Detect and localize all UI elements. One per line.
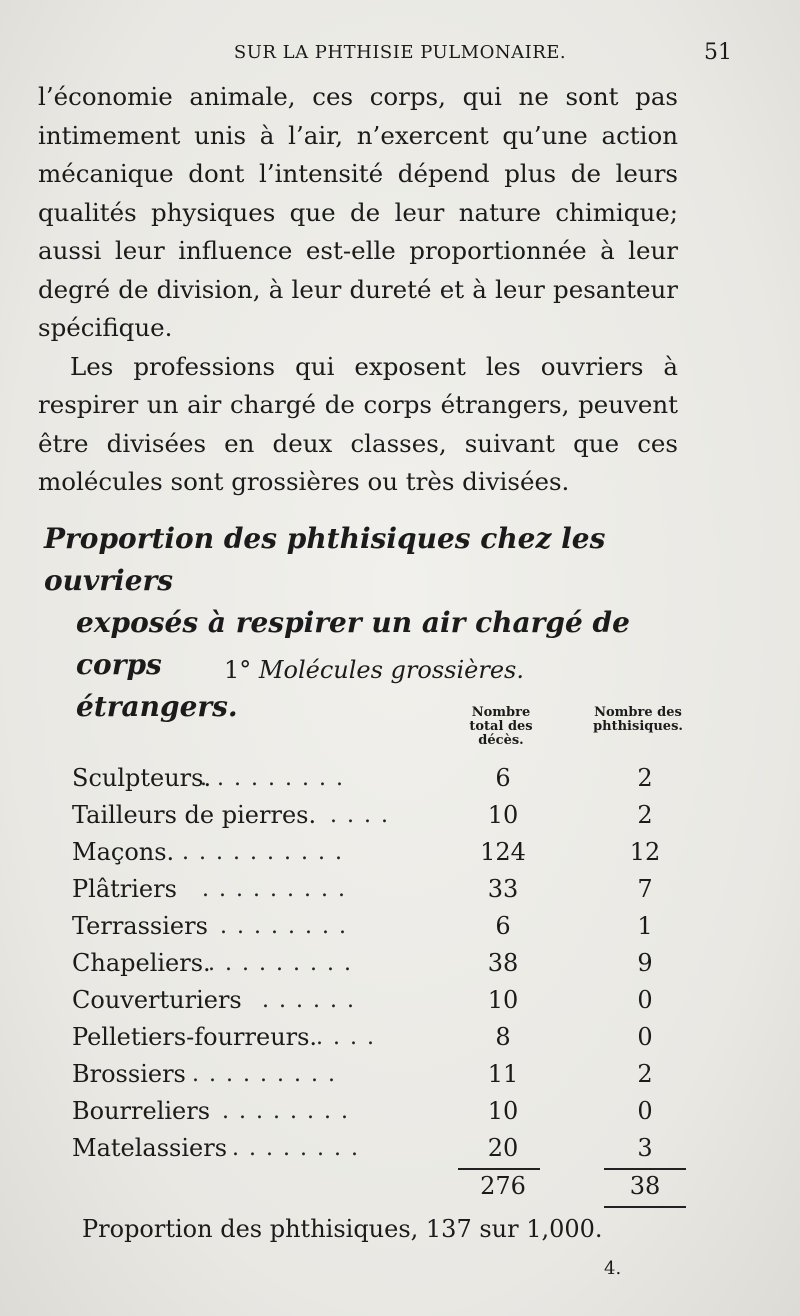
phthisiques-cell: 0 <box>637 1097 653 1125</box>
phthisiques-cell: 9 <box>637 949 653 977</box>
table-row <box>72 908 692 945</box>
profession-name: Bourreliers <box>72 1097 211 1125</box>
body-text <box>38 78 678 502</box>
leader-dots: ........ <box>232 1136 368 1161</box>
section-number: 1° <box>224 656 252 684</box>
phthisiques-cell: 12 <box>629 838 661 866</box>
signature-mark: 4. <box>604 1258 622 1279</box>
table-title-line-2: exposés à respirer un air chargé de corps <box>76 606 630 681</box>
leader-dots: ........ <box>220 914 356 939</box>
phthisiques-cell: 2 <box>637 764 653 792</box>
profession-name: Sculpteurs. <box>72 764 212 792</box>
leader-dots: ......... <box>200 766 353 791</box>
profession-name: Pelletiers-fourreurs. <box>72 1023 318 1051</box>
leader-dots: ......... <box>192 1062 345 1087</box>
total-deaths-cell: 10 <box>487 1097 519 1125</box>
section-label: Molécules grossières. <box>258 656 524 684</box>
table-title-line-3: étrangers. <box>76 690 238 723</box>
sum-total: 276 <box>480 1172 526 1200</box>
total-deaths-cell: 6 <box>495 764 511 792</box>
page-number: 51 <box>704 40 732 65</box>
table-title-line-1: Proportion des phthisiques chez les ouvriers <box>44 522 606 597</box>
table-row <box>72 1019 692 1056</box>
total-deaths-cell: 38 <box>487 949 519 977</box>
total-deaths-cell: 124 <box>480 838 526 866</box>
table-row <box>72 760 692 797</box>
phthisiques-cell: 3 <box>637 1134 653 1162</box>
running-head <box>40 40 760 70</box>
profession-name: Terrassiers <box>72 912 208 940</box>
leader-dots: ......... <box>202 877 355 902</box>
sum-rule-phthisiques-bottom <box>604 1206 686 1208</box>
profession-name: Chapeliers. <box>72 949 211 977</box>
profession-name: Maçons. <box>72 838 175 866</box>
table-title <box>44 518 680 728</box>
profession-name: Matelassiers <box>72 1134 228 1162</box>
sum-rule-total <box>458 1168 540 1170</box>
profession-name: Brossiers <box>72 1060 186 1088</box>
leader-dots: ...... <box>262 988 364 1013</box>
phthisiques-cell: 1 <box>637 912 653 940</box>
column-header-phthisiques: Nombre des phthisiques. <box>593 705 683 734</box>
running-head-title: SUR LA PHTHISIE PULMONAIRE. <box>233 42 567 63</box>
leader-dots: .......... <box>182 840 352 865</box>
sum-rule-phthisiques <box>604 1168 686 1170</box>
total-deaths-cell: 20 <box>487 1134 519 1162</box>
phthisiques-cell: 7 <box>637 875 653 903</box>
total-deaths-cell: 33 <box>487 875 519 903</box>
total-deaths-cell: 10 <box>487 801 519 829</box>
phthisiques-cell: 0 <box>637 1023 653 1051</box>
table-row <box>72 871 692 908</box>
total-deaths-cell: 11 <box>487 1060 519 1088</box>
paragraph-2: Les professions qui exposent les ouvriers à respirer un air chargé de corps étrangers, peuvent être divisées en deux classes, suivant que ces molécules sont grossières ou très divisées. <box>38 351 678 496</box>
table-row <box>72 834 692 871</box>
paragraph-1: l’économie animale, ces corps, qui ne sont pas intimement unis à l’air, n’exercent qu’une action mécanique dont l’intensité dépend plus de leurs qualités physiques que de leur nature chimique; aussi leur influence est-elle proportionnée à leur degré de division, à leur dureté et à leur pesanteur spécifique. <box>38 82 678 342</box>
table-row <box>72 945 692 982</box>
phthisiques-cell: 0 <box>637 986 653 1014</box>
table-row <box>72 1093 692 1130</box>
sum-phthisiques: 38 <box>629 1172 661 1200</box>
table-row <box>72 982 692 1019</box>
leader-dots: .... <box>330 803 398 828</box>
total-deaths-cell: 10 <box>487 986 519 1014</box>
table-row <box>72 1130 692 1167</box>
profession-name: Tailleurs de pierres. <box>72 801 317 829</box>
phthisiques-cell: 2 <box>637 801 653 829</box>
profession-name: Plâtriers <box>72 875 177 903</box>
leader-dots: ......... <box>208 951 361 976</box>
total-deaths-cell: 6 <box>495 912 511 940</box>
leader-dots: .... <box>316 1025 384 1050</box>
table-row <box>72 1056 692 1093</box>
total-deaths-cell: 8 <box>495 1023 511 1051</box>
proportion-line: Proportion des phthisiques, 137 sur 1,000. <box>82 1215 603 1243</box>
table-row <box>72 797 692 834</box>
phthisiques-cell: 2 <box>637 1060 653 1088</box>
column-header-total: Nombre total des décès. <box>469 705 533 748</box>
table-rows <box>72 760 692 1167</box>
profession-name: Couverturiers <box>72 986 242 1014</box>
leader-dots: ........ <box>222 1099 358 1124</box>
section-heading <box>224 656 524 684</box>
